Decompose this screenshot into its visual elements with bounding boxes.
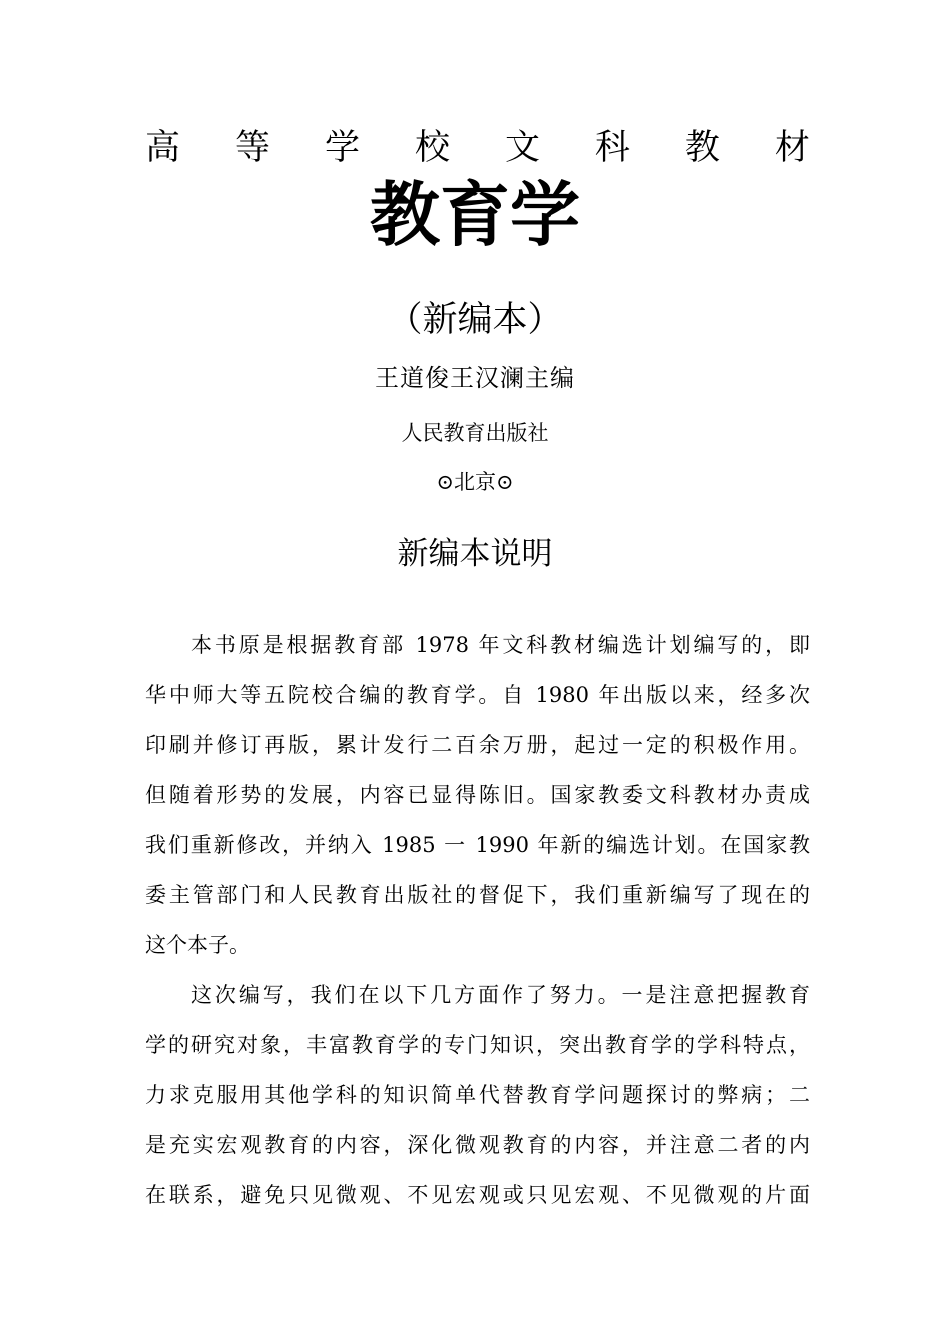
section-heading: 新编本说明 bbox=[397, 536, 553, 572]
body-text bbox=[145, 620, 810, 1220]
text-line: 这次编写，我们在以下几方面作了努力。一是注意把握教育 bbox=[191, 983, 810, 1007]
series-char: 文 bbox=[504, 128, 540, 168]
series-char: 科 bbox=[594, 128, 630, 168]
text-line: 学的研究对象，丰富教育学的专门知识，突出教育学的学科特点， bbox=[145, 1033, 810, 1057]
publisher-city: ⊙北京⊙ bbox=[436, 470, 514, 494]
text-line: 在联系，避免只见微观、不见宏观或只见宏观、不见微观的片面 bbox=[145, 1183, 810, 1207]
book-title: 教育学 bbox=[370, 174, 580, 256]
text-line: 委主管部门和人民教育出版社的督促下，我们重新编写了现在的 bbox=[145, 883, 810, 907]
paragraph bbox=[145, 620, 810, 970]
series-char: 材 bbox=[774, 128, 810, 168]
text-line: 力求克服用其他学科的知识简单代替教育学问题探讨的弊病；二 bbox=[145, 1083, 810, 1107]
publisher-name: 人民教育出版社 bbox=[401, 421, 549, 445]
edition-label: （新编本） bbox=[387, 300, 563, 340]
text-line: 这个本子。 bbox=[145, 933, 250, 957]
series-char: 等 bbox=[234, 128, 270, 168]
paragraph bbox=[145, 970, 810, 1220]
text-line: 但随着形势的发展，内容已显得陈旧。国家教委文科教材办责成 bbox=[145, 783, 810, 807]
series-char: 校 bbox=[414, 128, 450, 168]
text-line: 我们重新修改，并纳入 1985 一 1990 年新的编选计划。在国家教 bbox=[145, 833, 810, 857]
series-char: 学 bbox=[324, 128, 360, 168]
text-line: 印刷并修订再版，累计发行二百余万册，起过一定的积极作用。 bbox=[145, 733, 810, 757]
editors-line: 王道俊王汉澜主编 bbox=[375, 364, 575, 392]
series-title bbox=[145, 124, 810, 172]
series-char: 教 bbox=[684, 128, 720, 168]
text-line: 本书原是根据教育部 1978 年文科教材编选计划编写的，即 bbox=[191, 633, 810, 657]
text-line: 是充实宏观教育的内容，深化微观教育的内容，并注意二者的内 bbox=[145, 1133, 810, 1157]
text-line: 华中师大等五院校合编的教育学。自 1980 年出版以来，经多次 bbox=[145, 683, 810, 707]
series-char: 高 bbox=[145, 128, 181, 168]
